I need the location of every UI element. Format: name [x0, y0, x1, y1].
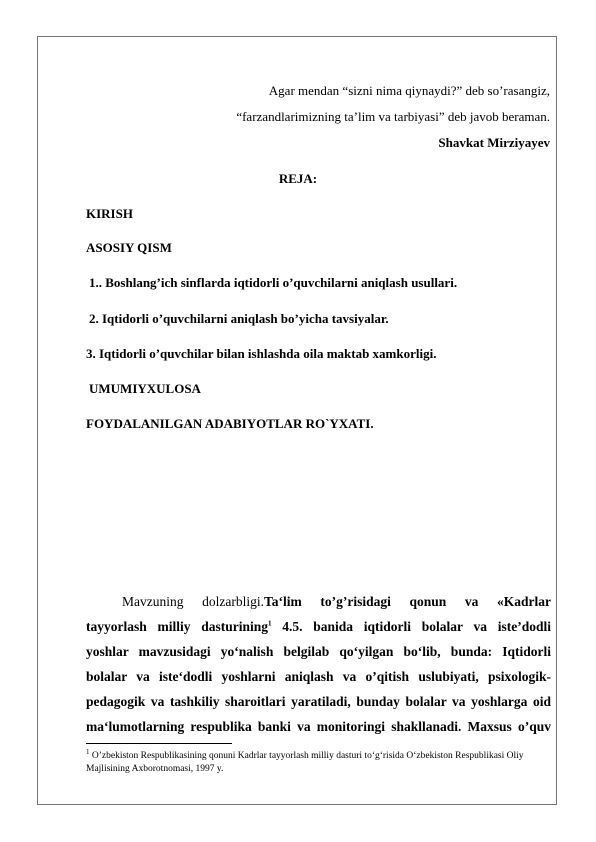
plan-intro: KIRISH: [86, 206, 133, 221]
plan-title: REJA:: [278, 171, 318, 186]
body-line-4: bolalar va iste‘dodli yoshlarni aniqlash va o’qitish uslubiyati, psixologik-: [86, 669, 551, 684]
epigraph-line-2: “farzandlarimizning ta’lim va tarbiyasi” deb javob beraman.: [236, 109, 550, 124]
footnote: [86, 747, 551, 776]
body-line-5: pedagogik va tashkiliy sharoitlari yaratiladi, bunday bolalar va yoshlarga oid: [86, 694, 551, 709]
body-line-6: ma‘lumotlarning respublika banki va monitoringi shakllanadi. Maxsus o’quv: [86, 719, 551, 734]
plan-item-3: 3. Iqtidorli o’quvchilar bilan ishlashda oila maktab xamkorligi.: [86, 346, 437, 361]
epigraph-author: Shavkat Mirziyayev: [438, 135, 550, 150]
epigraph-line-1: Agar mendan “sizni nima qiynaydi?” deb so’rasangiz,: [268, 83, 550, 98]
law-reference: Ta‘lim to’g’risidagi qonun va «Kadrlar: [263, 594, 551, 609]
body-line-1: [122, 594, 551, 610]
body-line-2: tayyorlash milliy dasturining$^1$ 4.5. banida iqtidorli bolalar va iste’dodli: [86, 619, 552, 634]
body-line-3: yoshlar mavzusidagi yo‘nalish belgilab qo‘yilgan bo‘lib, bunda: Iqtidorli: [86, 644, 551, 659]
footnote-text: O’zbekiston Respublikasining qonuni Kadrlar tayyorlash milliy dasturi to‘g‘risida O‘zbekiston Respublikasi Oliy Majlisining Axborotnomasi, 1997 y.: [86, 751, 524, 774]
footnote-ref[interactable]: 1: [268, 619, 272, 628]
plan-item-2: 2. Iqtidorli o’quvchilarni aniqlash bo’yicha tavsiyalar.: [89, 311, 389, 326]
footnote-separator: [86, 743, 232, 744]
plan-item-1: 1.. Boshlang’ich sinflarda iqtidorli o’quvchilarni aniqlash usullari.: [89, 275, 458, 290]
plan-conclusion: UMUMIYXULOSA: [89, 381, 201, 396]
plan-references: FOYDALANILGAN ADABIYOTLAR RO`YXATI.: [86, 416, 374, 431]
topic-relevance-label: Mavzuning dolzarbligi.: [122, 594, 264, 609]
plan-main: ASOSIY QISM: [86, 240, 172, 255]
footnote-mark: 1: [86, 747, 90, 756]
